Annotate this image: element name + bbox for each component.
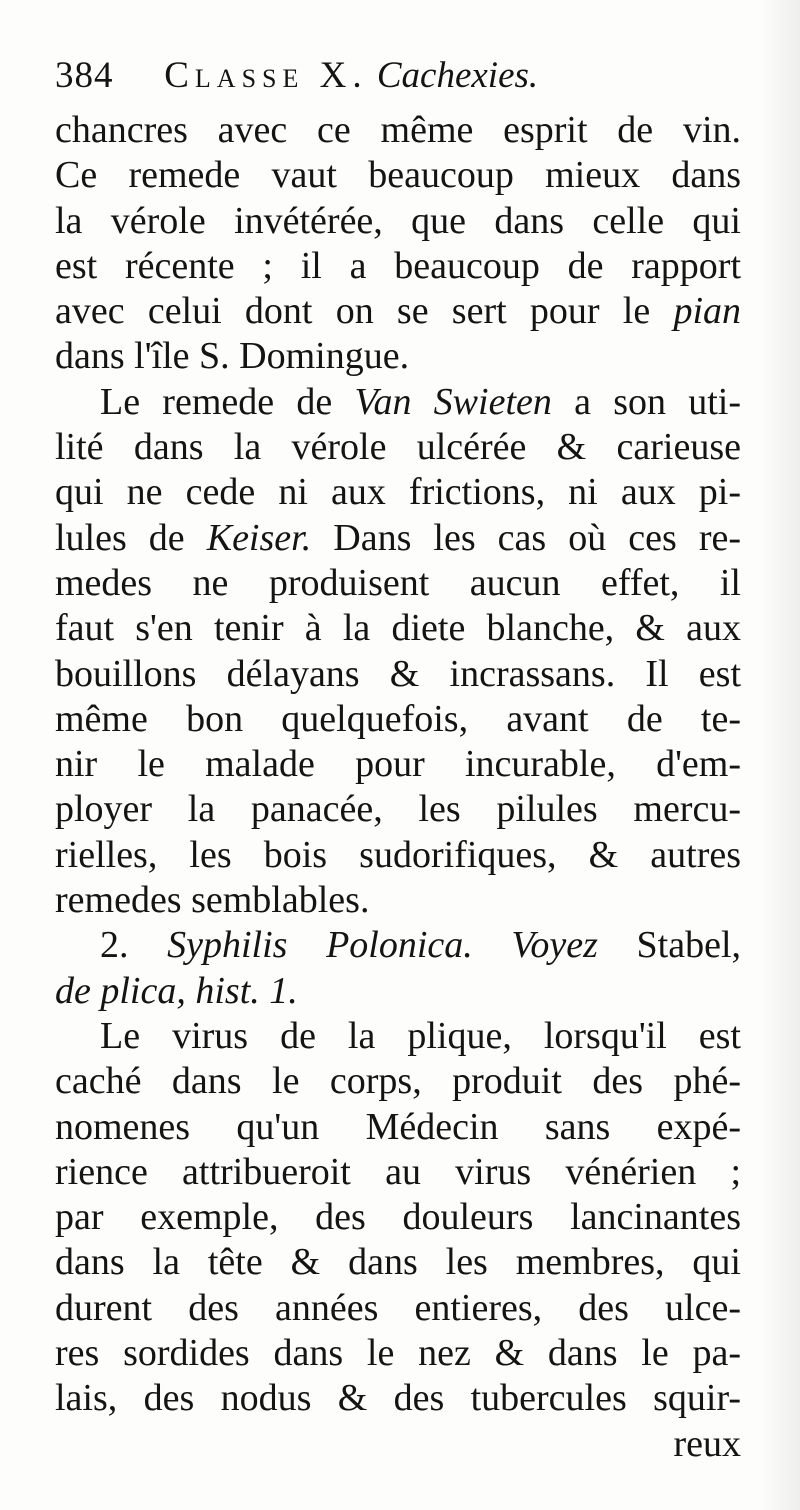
text-run: medes ne produisent aucun effet, il xyxy=(55,561,741,604)
text-line xyxy=(55,1150,741,1195)
text-run: lais, des nodus & des tubercules squir- xyxy=(55,1377,741,1420)
text-line xyxy=(55,1105,741,1150)
page-number: 384 xyxy=(55,55,114,96)
text-line xyxy=(55,1331,741,1376)
text-run: remedes semblables. xyxy=(55,879,370,922)
text-run: lules de xyxy=(55,516,207,559)
text-line xyxy=(55,742,741,787)
text-run: est récente ; il a beaucoup de rapport xyxy=(55,244,741,287)
text-line xyxy=(55,923,741,968)
text-run: caché dans le corps, produit des phé- xyxy=(55,1060,741,1103)
text-line xyxy=(55,697,741,742)
class-label: Classe X. xyxy=(164,55,368,96)
text-run: dans l'île S. Domingue. xyxy=(55,335,410,378)
italic-text: Van Swieten xyxy=(354,380,552,423)
body-text xyxy=(55,108,741,1467)
text-line xyxy=(55,380,741,425)
text-line xyxy=(55,108,741,153)
text-run: dans la tête & dans les membres, qui xyxy=(55,1241,741,1284)
text-run: Ce remede vaut beaucoup mieux dans xyxy=(55,154,741,197)
text-run: avec celui dont on se sert pour le xyxy=(55,290,674,333)
text-run: durent des années entieres, des ulce- xyxy=(55,1286,741,1329)
text-line xyxy=(55,334,741,379)
text-line xyxy=(55,199,741,244)
italic-text: pian xyxy=(673,290,741,333)
text-line xyxy=(55,969,741,1014)
text-run: faut s'en tenir à la diete blanche, & aux xyxy=(55,607,741,650)
text-run: la vérole invétérée, que dans celle qui xyxy=(55,199,741,242)
italic-text: de plica, hist. 1. xyxy=(55,969,298,1012)
text-run: chancres avec ce même esprit de vin. xyxy=(55,109,741,151)
italic-text: Keiser. xyxy=(206,516,312,559)
text-run: nir le malade pour incurable, d'em- xyxy=(55,743,741,786)
text-line xyxy=(55,652,741,697)
text-run: qui ne cede ni aux frictions, ni aux pi- xyxy=(55,471,741,514)
text-line xyxy=(55,1059,741,1104)
text-run: res sordides dans le nez & dans le pa- xyxy=(55,1332,741,1375)
text-line xyxy=(55,878,741,923)
text-line xyxy=(55,289,741,334)
text-run: a son uti- xyxy=(551,380,741,423)
text-run: lité dans la vérole ulcérée & carieuse xyxy=(55,426,741,469)
text-line xyxy=(55,833,741,878)
text-line xyxy=(55,516,741,561)
catchword: reux xyxy=(673,1422,741,1465)
italic-text: Syphilis Polonica. Voyez xyxy=(167,924,598,967)
text-line xyxy=(55,606,741,651)
text-run: Le remede de xyxy=(100,380,355,423)
text-line xyxy=(55,1376,741,1421)
text-line xyxy=(55,470,741,515)
text-line xyxy=(55,561,741,606)
text-run: bouillons délayans & incrassans. Il est xyxy=(55,652,741,695)
text-run: 2. xyxy=(100,924,168,967)
text-line xyxy=(55,153,741,198)
text-run: Le virus de la plique, lorsqu'il est xyxy=(100,1014,741,1057)
text-run: Stabel, xyxy=(597,924,742,967)
text-line xyxy=(55,244,741,289)
text-line xyxy=(55,1240,741,1285)
text-line xyxy=(55,1195,741,1240)
section-title: Cachexies. xyxy=(376,55,539,96)
page-edge-shadow xyxy=(760,0,800,1510)
text-run: rience attribueroit au virus vénérien ; xyxy=(55,1150,741,1193)
text-run: Dans les cas où ces re- xyxy=(311,516,741,559)
text-run: rielles, les bois sudorifiques, & autres xyxy=(55,833,741,876)
text-run: même bon quelquefois, avant de te- xyxy=(55,697,741,740)
text-run: nomenes qu'un Médecin sans expé- xyxy=(55,1105,741,1148)
text-run: ployer la panacée, les pilules mercu- xyxy=(55,788,741,831)
text-run: par exemple, des douleurs lancinantes xyxy=(55,1196,741,1239)
text-line xyxy=(55,425,741,470)
text-line xyxy=(55,787,741,832)
text-line xyxy=(55,1286,741,1331)
running-header xyxy=(55,52,755,100)
text-line xyxy=(55,1014,741,1059)
